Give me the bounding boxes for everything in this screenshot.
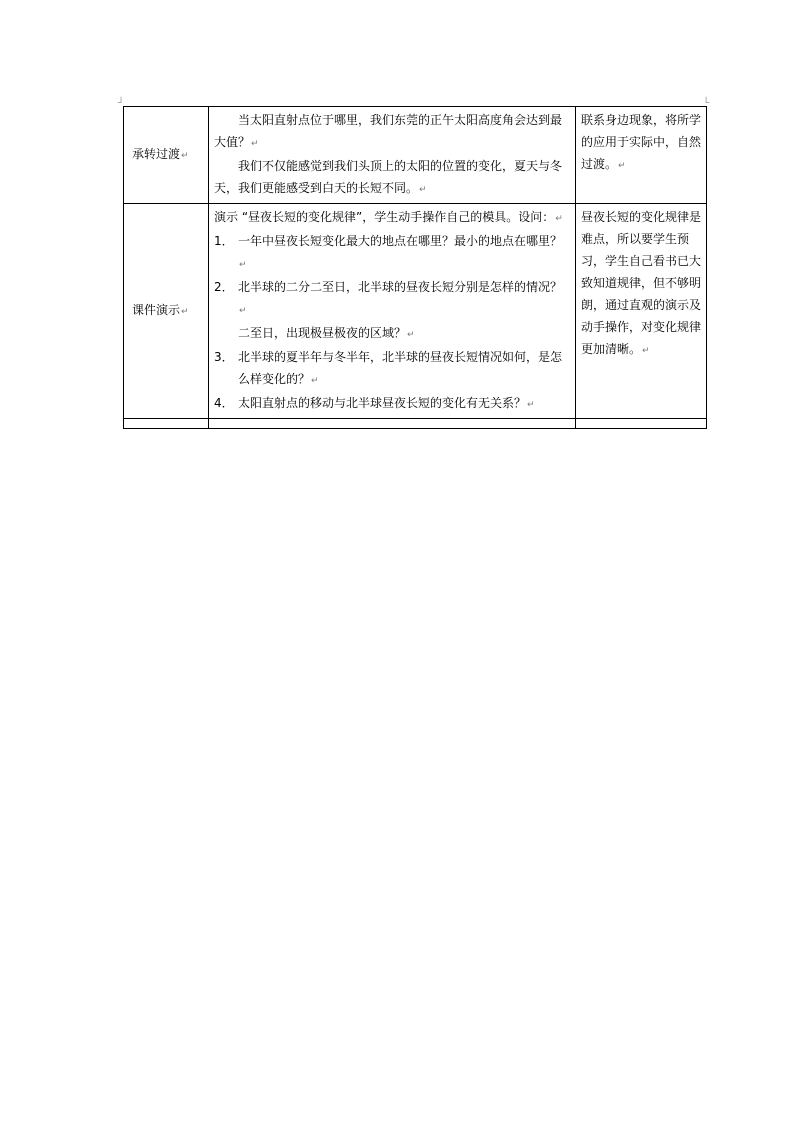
list-item: 二至日，出现极昼极夜的区域？↵	[238, 326, 415, 340]
list-item: 2． 北半球的二分二至日，北半球的昼夜长短分别是怎样的情况？↵	[214, 280, 563, 316]
lesson-plan-table	[123, 106, 707, 429]
content-paragraph: 当太阳直射点位于哪里，我们东莞的正午太阳高度角会达到最大值？↵	[214, 113, 563, 149]
note-cell: 昼夜长短的变化规律是难点，所以要学生预习，学生自己看书已大致知道规律，但不够明朗，通过直观的演示及动手操作，对变化规律更加清晰。↵	[576, 204, 707, 419]
content-cell	[209, 204, 576, 419]
note-text: 联系身边现象，将所学的应用于实际中，自然过渡。	[581, 113, 702, 171]
row-label: 承转过渡	[132, 147, 181, 161]
paragraph-mark: ↵	[181, 307, 189, 317]
list-item: 3． 北半球的夏半年与冬半年，北半球的昼夜长短情况如何，是怎么样变化的？↵	[214, 350, 563, 386]
content-cell	[209, 107, 576, 204]
content-paragraph: 我们不仅能感觉到我们头顶上的太阳的位置的变化，夏天与冬天，我们更能感受到白天的长短不同。↵	[214, 159, 563, 195]
table-row-tail	[124, 419, 707, 429]
row-label-cell	[124, 204, 209, 419]
note-cell: 联系身边现象，将所学的应用于实际中，自然过渡。↵	[576, 107, 707, 204]
table-corner-mark-right: └	[703, 98, 710, 109]
table-corner-mark-left: ┘	[118, 98, 125, 109]
list-item: 4． 太阳直射点的移动与北半球昼夜长短的变化有无关系？↵	[214, 396, 535, 410]
list-item: 1． 一年中昼夜长短变化最大的地点在哪里？最小的地点在哪里？↵	[214, 234, 563, 270]
note-text: 昼夜长短的变化规律是难点，所以要学生预习，学生自己看书已大致知道规律，但不够明朗，通过直观的演示及动手操作，对变化规律更加清晰。	[581, 210, 702, 356]
row-label-cell	[124, 107, 209, 204]
paragraph-mark: ↵	[181, 151, 189, 161]
table-row	[124, 204, 707, 419]
row-label: 课件演示	[132, 303, 181, 317]
intro-paragraph: 演示 “昼夜长短的变化规律”，学生动手操作自己的模具。设问：↵	[214, 210, 563, 224]
table-row	[124, 107, 707, 204]
